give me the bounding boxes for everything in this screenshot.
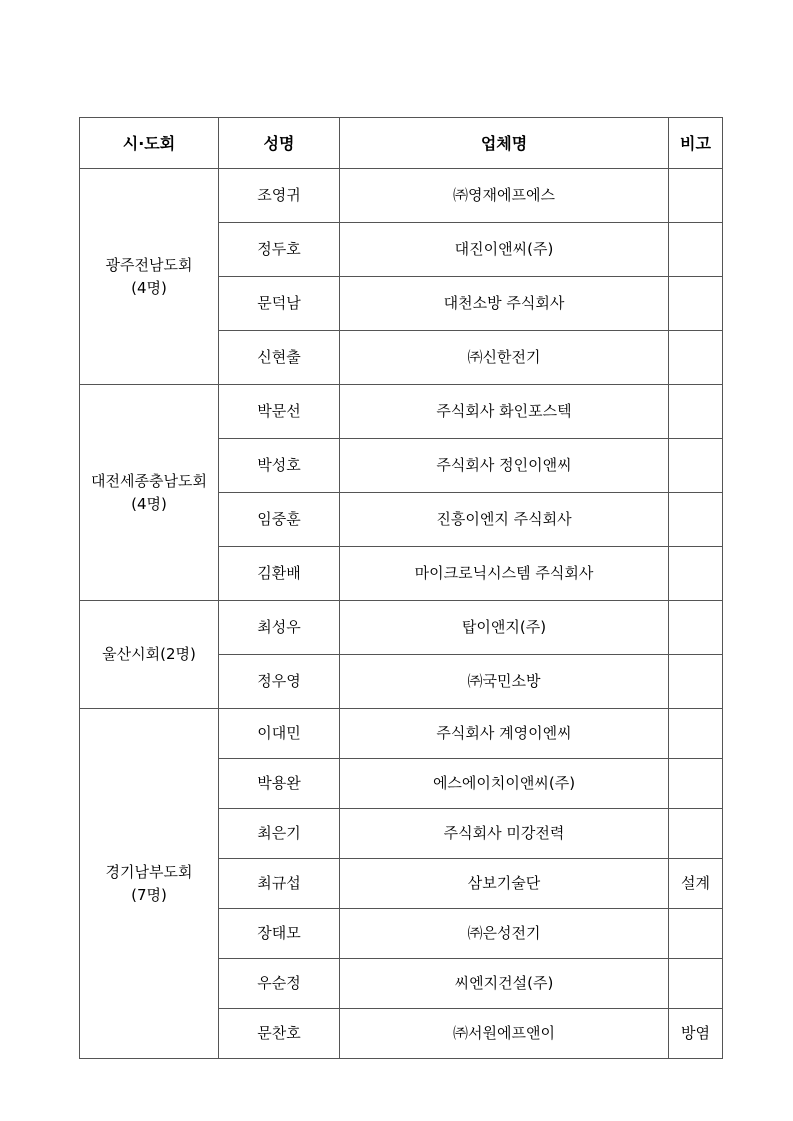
note-cell	[669, 959, 723, 1009]
note-cell	[669, 909, 723, 959]
note-cell	[669, 809, 723, 859]
member-name: 우순정	[219, 959, 340, 1009]
note-cell	[669, 709, 723, 759]
region-cell-gwangju-jeonnam	[80, 169, 219, 385]
note-cell: 방염	[669, 1009, 723, 1059]
member-name: 조영귀	[219, 169, 340, 223]
note-cell	[669, 385, 723, 439]
note-cell	[669, 331, 723, 385]
note-cell	[669, 759, 723, 809]
note-cell: 설계	[669, 859, 723, 909]
member-name: 신현출	[219, 331, 340, 385]
company-name: ㈜국민소방	[340, 655, 669, 709]
member-name: 박문선	[219, 385, 340, 439]
region-cell-gyeonggi-south	[80, 709, 219, 1059]
member-name: 최은기	[219, 809, 340, 859]
company-name: 주식회사 화인포스텍	[340, 385, 669, 439]
table-row	[80, 601, 723, 655]
member-name: 정우영	[219, 655, 340, 709]
member-name: 김환배	[219, 547, 340, 601]
header-note: 비고	[669, 118, 723, 169]
region-count: (4명)	[131, 494, 167, 513]
header-name: 성명	[219, 118, 340, 169]
table-header-row	[80, 118, 723, 169]
header-company: 업체명	[340, 118, 669, 169]
note-cell	[669, 655, 723, 709]
member-name: 정두호	[219, 223, 340, 277]
company-name: ㈜은성전기	[340, 909, 669, 959]
region-count: (4명)	[131, 278, 167, 297]
note-cell	[669, 169, 723, 223]
company-name: ㈜서원에프앤이	[340, 1009, 669, 1059]
company-name: 주식회사 미강전력	[340, 809, 669, 859]
company-name: 대진이앤씨(주)	[340, 223, 669, 277]
company-name: 탑이앤지(주)	[340, 601, 669, 655]
region-label: 대전세종충남도회	[91, 471, 207, 490]
region-label: 울산시회(2명)	[102, 645, 196, 663]
member-name: 문찬호	[219, 1009, 340, 1059]
member-name: 박용완	[219, 759, 340, 809]
member-name: 장태모	[219, 909, 340, 959]
table-row	[80, 169, 723, 223]
member-name: 문덕남	[219, 277, 340, 331]
region-cell-daejeon-sejong-chungnam	[80, 385, 219, 601]
note-cell	[669, 493, 723, 547]
company-name: 삼보기술단	[340, 859, 669, 909]
region-cell-ulsan	[80, 601, 219, 709]
note-cell	[669, 277, 723, 331]
company-name: ㈜영재에프에스	[340, 169, 669, 223]
note-cell	[669, 547, 723, 601]
note-cell	[669, 223, 723, 277]
note-cell	[669, 601, 723, 655]
table-row	[80, 709, 723, 759]
member-name: 임중훈	[219, 493, 340, 547]
region-count: (7명)	[131, 885, 167, 904]
region-label: 광주전남도회	[105, 255, 193, 274]
company-name: 진흥이엔지 주식회사	[340, 493, 669, 547]
member-name: 이대민	[219, 709, 340, 759]
company-name: 주식회사 정인이앤씨	[340, 439, 669, 493]
header-region: 시·도회	[80, 118, 219, 169]
company-name: 씨엔지건설(주)	[340, 959, 669, 1009]
member-name: 최성우	[219, 601, 340, 655]
company-name: ㈜신한전기	[340, 331, 669, 385]
company-name: 마이크로닉시스템 주식회사	[340, 547, 669, 601]
member-name: 최규섭	[219, 859, 340, 909]
company-name: 대천소방 주식회사	[340, 277, 669, 331]
company-name: 에스에이치이앤씨(주)	[340, 759, 669, 809]
region-label: 경기남부도회	[105, 862, 193, 881]
member-roster-table	[79, 117, 723, 1059]
table-row	[80, 385, 723, 439]
company-name: 주식회사 계영이엔씨	[340, 709, 669, 759]
member-name: 박성호	[219, 439, 340, 493]
note-cell	[669, 439, 723, 493]
